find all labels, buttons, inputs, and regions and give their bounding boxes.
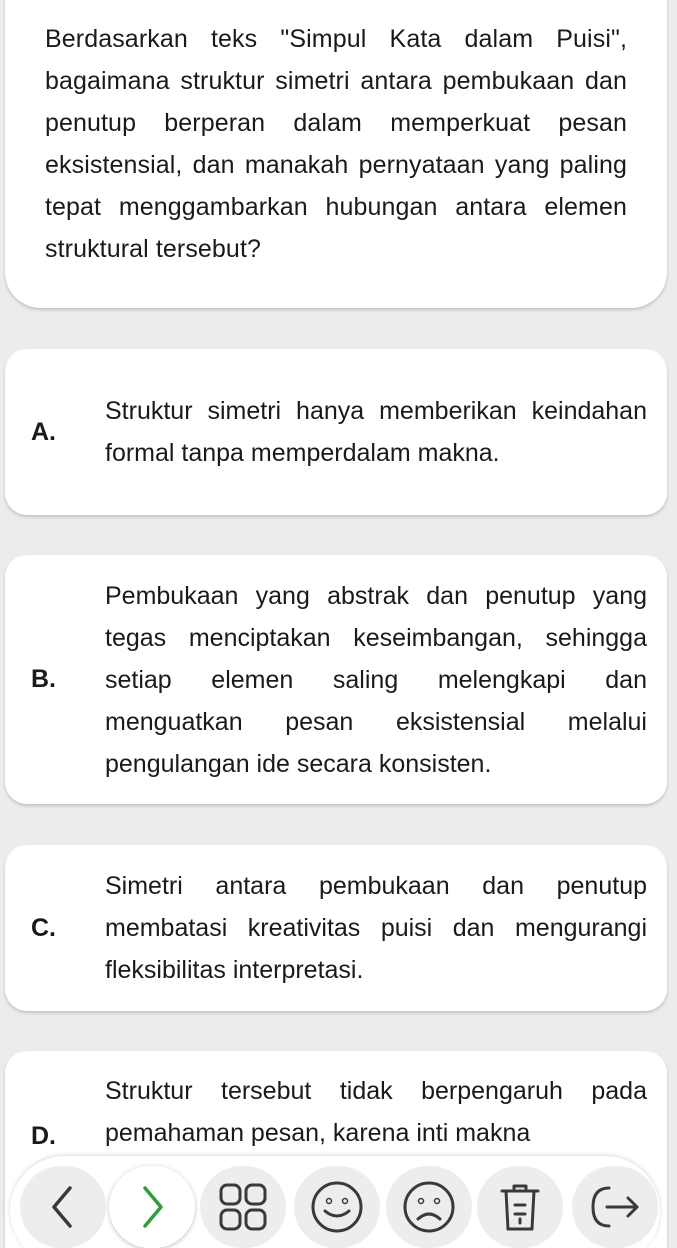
question-text: Berdasarkan teks "Simpul Kata dalam Puisi", bagaimana struktur simetri antara pembukaan dan penutup berperan dalam memperkuat pesan eksistensial, dan manakah pernyataan yang paling tepat menggambarkan hubungan antara elemen struktural tersebut? [45,25,627,263]
chevron-left-icon [43,1184,83,1230]
clear-answer-button[interactable] [477,1166,563,1248]
exit-icon [587,1182,643,1232]
option-c[interactable] [5,845,667,1011]
bottom-toolbar [10,1156,660,1248]
option-text: Simetri antara pembukaan dan penutup membatasi kreativitas puisi dan mengurangi fleksibilitas interpretasi. [105,872,647,984]
option-text: Struktur simetri hanya memberikan keindahan formal tanpa memperdalam makna. [105,397,647,467]
option-letter: D. [31,1122,56,1150]
confident-button[interactable] [294,1166,380,1248]
option-letter: A. [31,417,56,446]
doubtful-button[interactable] [386,1166,472,1248]
option-letter: B. [31,665,56,693]
option-letter: C. [31,913,56,942]
question-grid-button[interactable] [200,1166,286,1248]
option-text: Pembukaan yang abstrak dan penutup yang tegas menciptakan keseimbangan, sehingga setiap elemen saling melengkapi dan menguatkan pesan eksistensial melalui pengulangan ide secara konsisten. [105,581,647,778]
next-button[interactable] [109,1166,195,1248]
chevron-right-icon [132,1184,172,1230]
exit-button[interactable] [572,1166,658,1248]
smile-face-icon [309,1179,365,1235]
question-card [5,0,667,308]
trash-icon [496,1179,544,1235]
previous-button[interactable] [20,1166,106,1248]
sad-face-icon [401,1179,457,1235]
option-a[interactable] [5,349,667,515]
grid-icon [217,1181,269,1233]
option-b[interactable] [5,555,667,804]
option-text: Struktur tersebut tidak berpengaruh pada pemahaman pesan, karena inti makna [105,1077,647,1147]
